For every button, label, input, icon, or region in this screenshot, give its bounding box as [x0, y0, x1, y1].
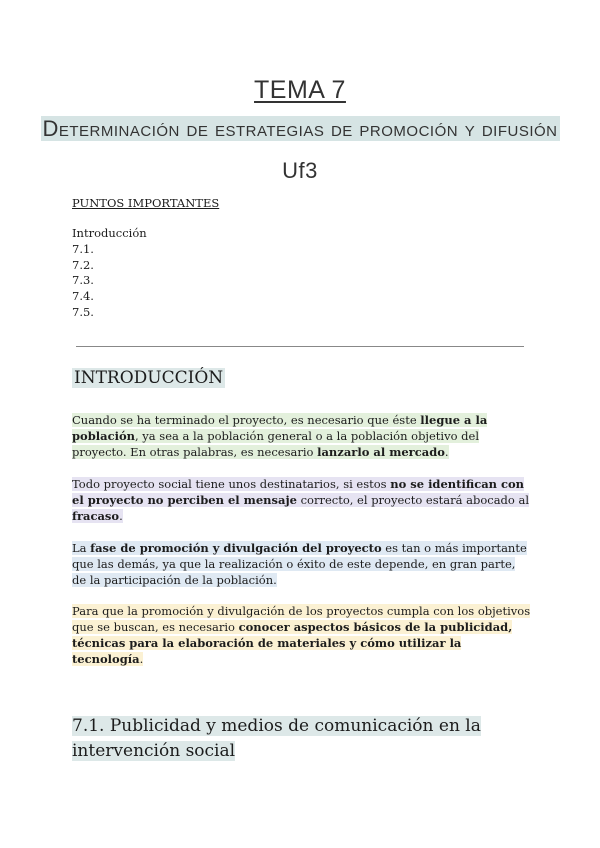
paragraph-3: La fase de promoción y divulgación del proyecto es tan o más importante que las demás, ya que la realización o éxito de este depende, en gran parte, de la participación de la población.: [72, 541, 527, 587]
paragraph-1: Cuando se ha terminado el proyecto, es necesario que éste llegue a la población, ya sea a la población general o a la población objetivo del proyecto. En otras palabras, es necesario lanzarlo al mercado.: [72, 413, 488, 459]
toc-item[interactable]: 7.5.: [72, 304, 94, 319]
paragraph-4: Para que la promoción y divulgación de los proyectos cumpla con los objetivos que se buscan, es necesario conocer aspectos básicos de la publicidad, técnicas para la elaboración de materiales y cómo utilizar la tecnología.: [72, 604, 531, 666]
toc-item[interactable]: 7.4.: [72, 289, 94, 304]
section-heading-7-1: 7.1. Publicidad y medios de comunicación en la intervención social: [72, 716, 481, 761]
toc-item[interactable]: 7.2.: [72, 257, 94, 272]
document-subtitle: Determinación de estrategias de promoción y difusión: [42, 116, 558, 141]
toc-item[interactable]: Introducción: [72, 226, 147, 240]
paragraph-2: Todo proyecto social tiene unos destinatarios, si estos no se identifican con el proyecto no perciben el mensaje correcto, el proyecto estará abocado al fracaso.: [72, 477, 530, 523]
toc-heading: PUNTOS IMPORTANTES: [72, 196, 220, 210]
unit-label: Uf3: [282, 158, 318, 183]
tema-title: TEMA 7: [254, 76, 346, 104]
section-heading-introduccion: INTRODUCCIÓN: [74, 368, 224, 388]
horizontal-divider: [76, 346, 524, 347]
toc-item[interactable]: 7.3.: [72, 273, 94, 288]
table-of-contents: [72, 226, 147, 321]
toc-item[interactable]: 7.1.: [72, 241, 94, 256]
